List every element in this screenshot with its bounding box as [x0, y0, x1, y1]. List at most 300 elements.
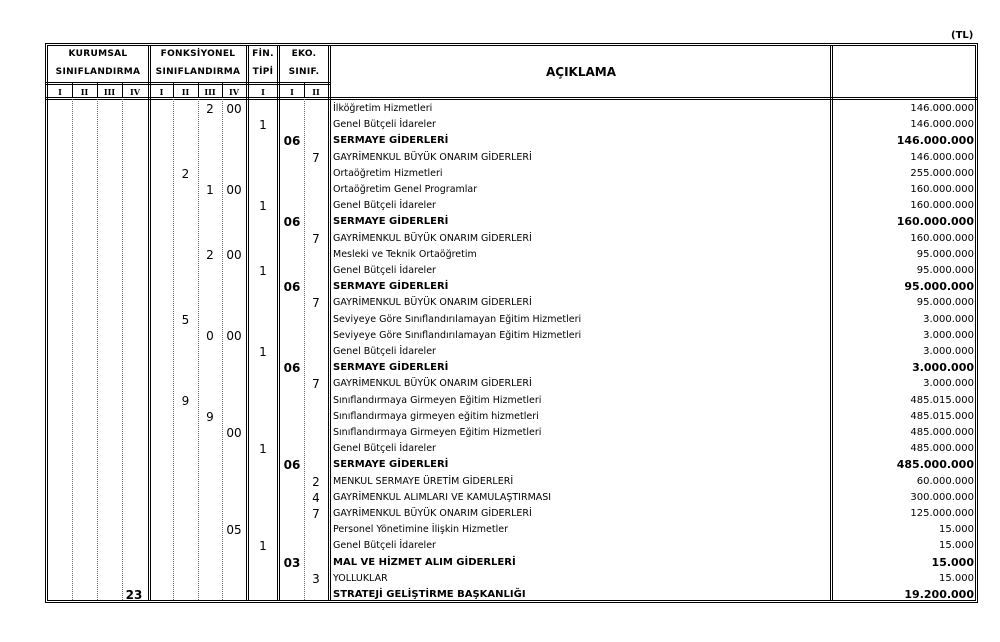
code-fin [249, 571, 277, 587]
code-k4 [122, 376, 146, 392]
code-e2 [304, 198, 328, 214]
code-e2 [304, 522, 328, 538]
code-k4 [122, 441, 146, 457]
code-f2 [173, 555, 198, 571]
code-e2: 7 [312, 507, 320, 521]
row-amount: 300.000.000 [910, 491, 974, 503]
row-description: Genel Bütçeli İdareler [333, 540, 436, 552]
code-f2 [173, 198, 198, 214]
row-amount: 95.000.000 [904, 280, 974, 294]
code-f2 [173, 344, 198, 360]
code-f2 [173, 231, 198, 247]
table-row [0, 150, 1000, 166]
code-k4 [122, 231, 146, 247]
code-f3 [198, 279, 222, 295]
row-description: MAL VE HİZMET ALIM GİDERLERİ [333, 556, 516, 568]
code-e2 [304, 247, 328, 263]
row-description: GAYRİMENKUL BÜYÜK ONARIM GİDERLERİ [333, 378, 532, 390]
row-amount: 15.000 [939, 572, 974, 584]
table-row [0, 441, 1000, 457]
code-e2 [304, 409, 328, 425]
code-f4 [222, 312, 246, 328]
row-amount: 60.000.000 [916, 475, 974, 487]
code-fin: 1 [259, 539, 267, 554]
code-f2 [173, 263, 198, 279]
table-row [0, 198, 1000, 214]
table-row [0, 393, 1000, 409]
code-f2 [173, 247, 198, 263]
row-amount: 255.000.000 [910, 167, 974, 179]
row-amount: 3.000.000 [923, 378, 974, 390]
table-row [0, 279, 1000, 295]
code-k4 [122, 457, 146, 473]
code-k4 [122, 150, 146, 166]
code-f4 [222, 263, 246, 279]
aciklama-header: AÇIKLAMA [545, 65, 617, 79]
code-e2 [304, 166, 328, 182]
code-e2 [304, 263, 328, 279]
code-e1 [280, 312, 304, 328]
code-f2 [173, 474, 198, 490]
code-f2: 2 [181, 166, 190, 181]
fonksiyonel-header-sub: SINIFLANDIRMA [155, 67, 241, 77]
row-description: Sınıflandırmaya Girmeyen Eğitim Hizmetleri [333, 427, 542, 438]
code-fin: 1 [259, 345, 267, 359]
row-description: SERMAYE GİDERLERİ [333, 459, 449, 471]
code-e1 [280, 474, 304, 490]
code-f3 [198, 490, 222, 506]
code-f3 [198, 506, 222, 522]
code-e2 [304, 344, 328, 360]
code-k4 [122, 490, 146, 506]
code-f3: 2 [206, 247, 214, 262]
code-k4 [122, 328, 146, 344]
header-divider [45, 97, 978, 100]
code-f2 [173, 214, 198, 230]
row-amount: 95.000.000 [916, 297, 974, 309]
code-e1 [280, 263, 304, 279]
header-divider [45, 82, 331, 85]
row-description: Genel Bütçeli İdareler [333, 443, 436, 455]
code-e1 [280, 182, 304, 198]
code-f3 [198, 555, 222, 571]
row-description: Seviyeye Göre Sınıflandırılamayan Eğitim Hizmetleri [333, 313, 582, 325]
code-f4: 00 [226, 102, 242, 116]
code-fin [249, 587, 277, 603]
code-f4 [222, 166, 246, 182]
row-amount: 3.000.000 [923, 329, 974, 341]
table-row [0, 360, 1000, 376]
code-k4 [122, 393, 146, 409]
code-e2 [304, 117, 328, 133]
code-fin: 1 [259, 199, 267, 214]
code-fin [249, 409, 277, 425]
code-e2: 2 [312, 474, 320, 489]
row-description: Ortaöğretim Hizmetleri [333, 167, 443, 179]
row-description: Sınıflandırmaya girmeyen eğitim hizmetleri [333, 410, 539, 422]
code-e2 [304, 101, 328, 117]
code-fin [249, 166, 277, 182]
code-e1: 06 [283, 458, 301, 473]
code-k4 [122, 198, 146, 214]
code-fin: 1 [259, 264, 267, 278]
code-f3 [198, 117, 222, 133]
code-fin [249, 182, 277, 198]
table-row [0, 231, 1000, 247]
level-label: II [312, 87, 320, 97]
code-fin [249, 522, 277, 538]
code-k4 [122, 117, 146, 133]
code-e2: 7 [312, 296, 320, 311]
code-k4 [122, 214, 146, 230]
code-e2 [304, 457, 328, 473]
code-k4 [122, 506, 146, 522]
level-label: I [290, 87, 294, 97]
code-f3: 9 [206, 409, 214, 424]
table-row [0, 457, 1000, 473]
code-e2 [304, 587, 328, 603]
code-f3: 2 [206, 102, 214, 116]
level-label: III [204, 87, 216, 97]
code-f4 [222, 150, 246, 166]
row-amount: 3.000.000 [923, 313, 974, 325]
code-e1 [280, 166, 304, 182]
code-f4 [222, 198, 246, 214]
code-f4 [222, 214, 246, 230]
code-k4 [122, 555, 146, 571]
eko-header: EKO. [291, 49, 317, 59]
code-e2 [304, 279, 328, 295]
row-amount: 160.000.000 [910, 200, 974, 212]
code-f4 [222, 133, 246, 149]
code-f2 [173, 409, 198, 425]
code-e1: 06 [283, 361, 301, 376]
code-f4: 00 [226, 426, 242, 440]
code-f4: 00 [226, 183, 242, 197]
code-e1 [280, 198, 304, 214]
code-e1 [280, 409, 304, 425]
row-description: GAYRİMENKUL BÜYÜK ONARIM GİDERLERİ [333, 508, 532, 519]
code-k4 [122, 182, 146, 198]
row-amount: 160.000.000 [910, 184, 974, 195]
code-k4 [122, 571, 146, 587]
table-row [0, 555, 1000, 571]
code-fin [249, 231, 277, 247]
code-fin [249, 376, 277, 392]
code-fin [249, 295, 277, 311]
code-fin [249, 312, 277, 328]
eko-header-sub: SINIF. [288, 67, 320, 77]
code-e1 [280, 571, 304, 587]
code-f4 [222, 571, 246, 587]
table-row [0, 101, 1000, 117]
table-row [0, 214, 1000, 230]
code-f2 [173, 279, 198, 295]
code-e1 [280, 247, 304, 263]
code-f2 [173, 150, 198, 166]
code-e1 [280, 295, 304, 311]
table-row [0, 506, 1000, 522]
row-description: Seviyeye Göre Sınıflandırılamayan Eğitim Hizmetleri [333, 329, 582, 341]
table-row [0, 263, 1000, 279]
code-e1 [280, 344, 304, 360]
code-fin [249, 150, 277, 166]
row-amount: 146.000.000 [910, 119, 974, 131]
code-e2: 3 [312, 571, 320, 586]
code-fin [249, 425, 277, 441]
table-row [0, 474, 1000, 490]
code-fin [249, 360, 277, 376]
table-row [0, 571, 1000, 587]
level-label: III [103, 87, 116, 97]
row-description: SERMAYE GİDERLERİ [333, 216, 449, 228]
table-row [0, 376, 1000, 392]
code-f4 [222, 117, 246, 133]
code-fin: 1 [259, 118, 267, 133]
row-amount: 485.015.000 [910, 410, 974, 422]
code-f3 [198, 376, 222, 392]
code-e2 [304, 133, 328, 149]
row-amount: 95.000.000 [916, 265, 974, 276]
level-label: IV [130, 87, 140, 97]
code-e1 [280, 490, 304, 506]
row-amount: 146.000.000 [910, 151, 974, 163]
code-f3 [198, 538, 222, 554]
code-f4 [222, 555, 246, 571]
code-f3 [198, 457, 222, 473]
code-e2: 7 [312, 231, 320, 246]
row-description: İlköğretim Hizmetleri [333, 103, 433, 114]
code-f4: 00 [226, 328, 242, 343]
code-f4 [222, 490, 246, 506]
code-f2 [173, 328, 198, 344]
code-f2 [173, 295, 198, 311]
code-k4 [122, 166, 146, 182]
kurumsal-header: KURUMSAL [68, 49, 128, 59]
level-label: II [181, 87, 190, 97]
code-e1 [280, 393, 304, 409]
table-row [0, 247, 1000, 263]
code-f3 [198, 441, 222, 457]
code-f2 [173, 376, 198, 392]
code-f3: 0 [206, 328, 214, 343]
row-description: Genel Bütçeli İdareler [333, 119, 436, 131]
code-f2 [173, 101, 198, 117]
row-amount: 160.000.000 [910, 232, 974, 244]
code-e2: 7 [312, 377, 320, 392]
row-amount: 95.000.000 [916, 248, 974, 260]
code-f2 [173, 522, 198, 538]
code-f2: 9 [181, 393, 190, 408]
code-f4: 00 [226, 247, 242, 262]
code-e1 [280, 117, 304, 133]
code-f3 [198, 312, 222, 328]
code-f3 [198, 571, 222, 587]
code-e1 [280, 441, 304, 457]
row-amount: 125.000.000 [910, 508, 974, 519]
code-f2 [173, 506, 198, 522]
code-f4 [222, 295, 246, 311]
code-e2 [304, 425, 328, 441]
code-k4 [122, 295, 146, 311]
code-e1 [280, 150, 304, 166]
currency-unit: (TL) [951, 30, 974, 41]
code-f3 [198, 295, 222, 311]
row-amount: 485.000.000 [910, 443, 974, 455]
row-amount: 15.000 [931, 555, 974, 569]
code-f3 [198, 150, 222, 166]
code-e1: 06 [283, 215, 301, 230]
row-description: MENKUL SERMAYE ÜRETİM GİDERLERİ [333, 475, 514, 487]
row-amount: 3.000.000 [923, 346, 974, 357]
row-description: GAYRİMENKUL BÜYÜK ONARIM GİDERLERİ [333, 151, 532, 163]
row-description: Mesleki ve Teknik Ortaöğretim [333, 248, 477, 260]
table-row [0, 587, 1000, 603]
code-f2 [173, 587, 198, 603]
code-fin [249, 328, 277, 344]
code-f4 [222, 279, 246, 295]
code-k4 [122, 522, 146, 538]
level-label: IV [229, 87, 239, 97]
code-e1 [280, 376, 304, 392]
code-f4 [222, 360, 246, 376]
code-f2 [173, 571, 198, 587]
row-description: Personel Yönetimine İlişkin Hizmetler [333, 524, 508, 536]
code-f4 [222, 587, 246, 603]
code-f2 [173, 538, 198, 554]
code-e2 [304, 182, 328, 198]
code-fin [249, 247, 277, 263]
code-f4 [222, 474, 246, 490]
code-f4 [222, 457, 246, 473]
table-row [0, 409, 1000, 425]
row-description: Sınıflandırmaya Girmeyen Eğitim Hizmetleri [333, 394, 542, 406]
code-f4 [222, 393, 246, 409]
code-fin [249, 393, 277, 409]
row-description: GAYRİMENKUL BÜYÜK ONARIM GİDERLERİ [333, 297, 532, 309]
table-row [0, 425, 1000, 441]
code-k4 [122, 360, 146, 376]
code-f2 [173, 425, 198, 441]
code-fin [249, 474, 277, 490]
row-amount: 146.000.000 [896, 134, 974, 148]
code-f3 [198, 263, 222, 279]
code-e2 [304, 328, 328, 344]
row-description: SERMAYE GİDERLERİ [333, 362, 449, 374]
row-amount: 15.000 [939, 524, 974, 536]
code-e2 [304, 441, 328, 457]
code-fin [249, 101, 277, 117]
row-description: STRATEJİ GELİŞTİRME BAŞKANLIĞI [333, 589, 526, 600]
row-description: SERMAYE GİDERLERİ [333, 281, 449, 293]
code-e1 [280, 538, 304, 554]
code-f3 [198, 214, 222, 230]
level-label: I [58, 87, 62, 97]
table-row [0, 182, 1000, 198]
code-f4 [222, 441, 246, 457]
row-amount: 146.000.000 [910, 103, 974, 114]
code-f3 [198, 360, 222, 376]
code-f3 [198, 231, 222, 247]
code-fin [249, 214, 277, 230]
row-amount: 15.000 [939, 540, 974, 552]
code-k4 [122, 312, 146, 328]
table-row [0, 117, 1000, 133]
level-label: I [159, 87, 164, 97]
code-e1 [280, 101, 304, 117]
code-f3 [198, 198, 222, 214]
code-f4 [222, 376, 246, 392]
code-e1 [280, 522, 304, 538]
kurumsal-header-sub: SINIFLANDIRMA [55, 67, 141, 77]
code-f4 [222, 409, 246, 425]
code-f4: 05 [226, 523, 242, 538]
table-row [0, 522, 1000, 538]
code-f3 [198, 522, 222, 538]
table-row [0, 328, 1000, 344]
code-f4 [222, 538, 246, 554]
code-f2 [173, 133, 198, 149]
code-k4 [122, 279, 146, 295]
code-e1 [280, 425, 304, 441]
row-description: Ortaöğretim Genel Programlar [333, 184, 478, 195]
code-e2 [304, 214, 328, 230]
code-k4 [122, 133, 146, 149]
code-f3 [198, 166, 222, 182]
code-k4 [122, 538, 146, 554]
code-k4: 23 [125, 588, 143, 602]
code-f2 [173, 457, 198, 473]
row-amount: 160.000.000 [896, 215, 974, 229]
row-description: Genel Bütçeli İdareler [333, 346, 436, 357]
code-f4 [222, 506, 246, 522]
row-description: GAYRİMENKUL ALIMLARI VE KAMULAŞTIRMASI [333, 491, 552, 503]
code-fin [249, 555, 277, 571]
code-f2: 5 [181, 312, 190, 327]
code-e1: 06 [283, 280, 301, 295]
row-description: SERMAYE GİDERLERİ [333, 135, 449, 147]
table-row [0, 166, 1000, 182]
code-k4 [122, 409, 146, 425]
table-row [0, 490, 1000, 506]
row-description: YOLLUKLAR [333, 572, 388, 584]
row-amount: 485.015.000 [910, 394, 974, 406]
code-f2 [173, 182, 198, 198]
table-row [0, 538, 1000, 554]
code-fin [249, 490, 277, 506]
code-k4 [122, 247, 146, 263]
code-f3: 1 [206, 183, 214, 197]
row-amount: 3.000.000 [912, 361, 974, 375]
code-e2 [304, 393, 328, 409]
level-label: I [261, 87, 265, 97]
code-k4 [122, 344, 146, 360]
fonksiyonel-header: FONKSİYONEL [160, 49, 236, 59]
code-k4 [122, 474, 146, 490]
row-amount: 485.000.000 [910, 427, 974, 438]
code-f2 [173, 360, 198, 376]
code-e1 [280, 231, 304, 247]
row-description: Genel Bütçeli İdareler [333, 265, 436, 276]
code-e2 [304, 555, 328, 571]
table-row [0, 344, 1000, 360]
table-row [0, 133, 1000, 149]
code-e2 [304, 360, 328, 376]
table-row [0, 295, 1000, 311]
code-f3 [198, 474, 222, 490]
code-f3 [198, 344, 222, 360]
code-e1 [280, 587, 304, 603]
